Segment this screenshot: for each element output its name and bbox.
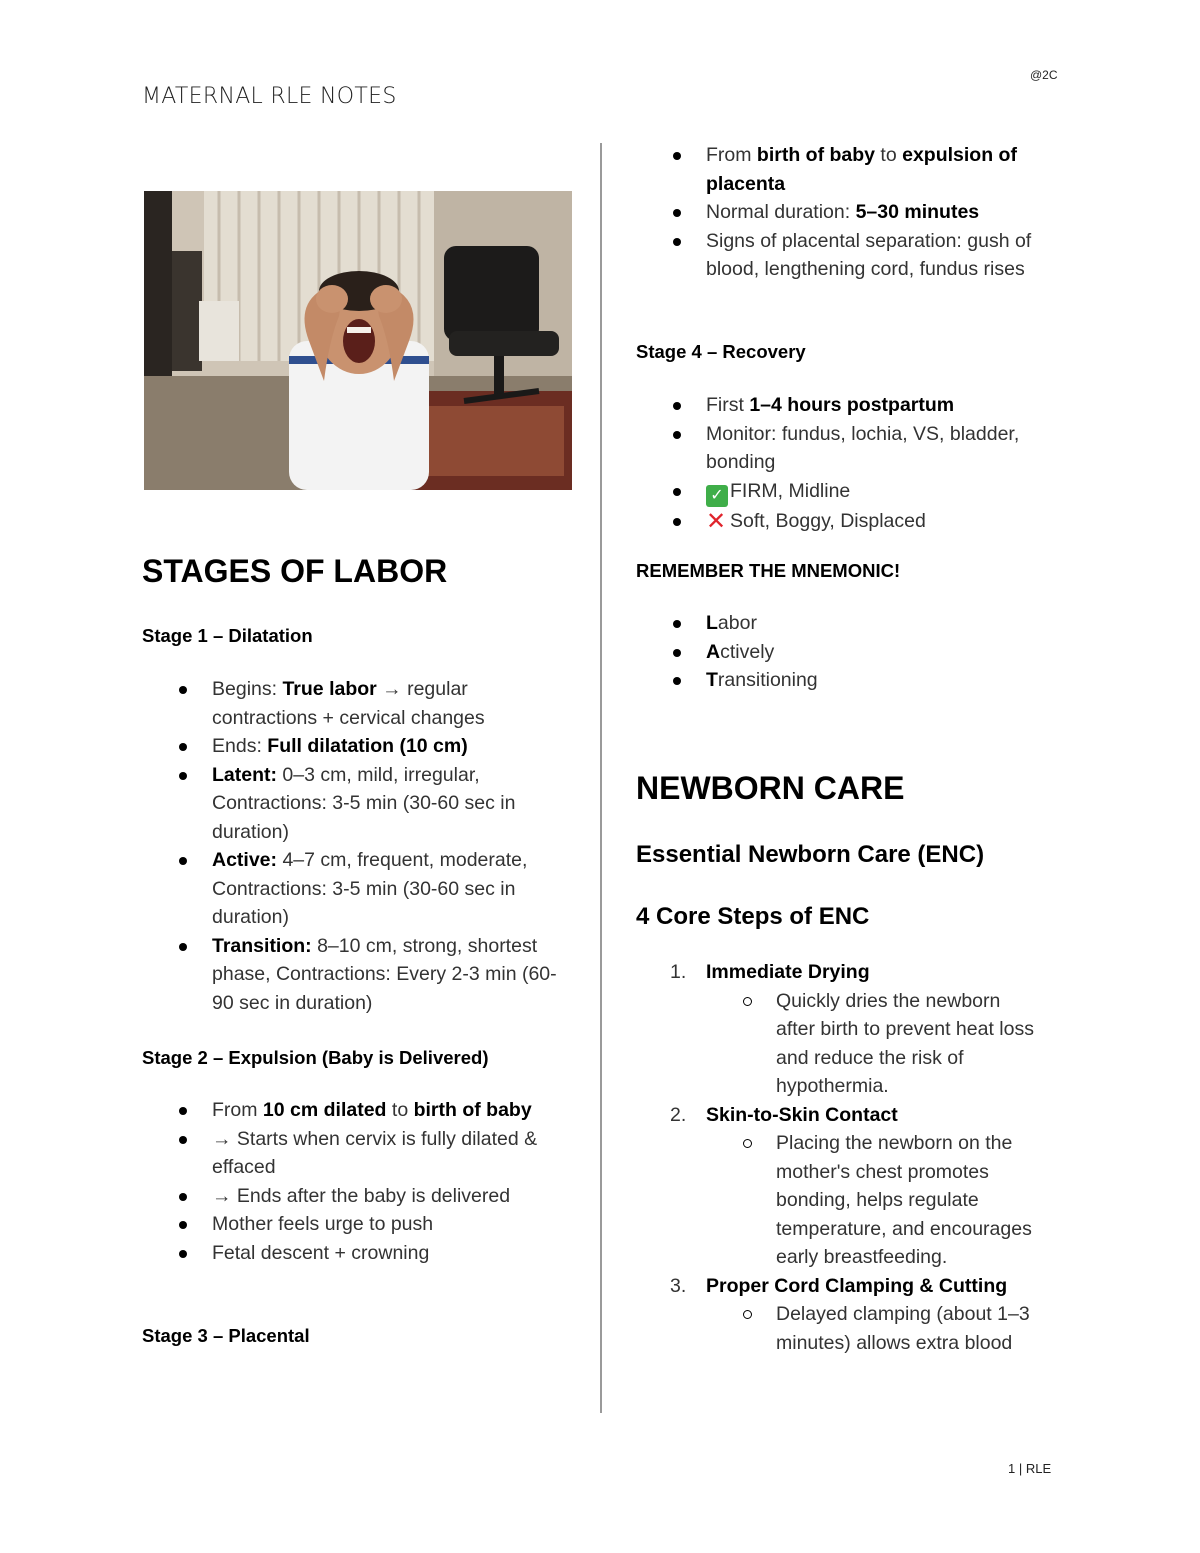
step-number: 2. [670,1103,687,1126]
list-item: Mother feels urge to push [142,1210,572,1239]
list-item: Labor [636,609,1066,638]
list-item: Monitor: fundus, lochia, VS, bladder, bonding [636,420,1066,477]
list-item [636,1101,1066,1272]
header-author-mark: @2C [1030,68,1058,82]
stage2-list [142,1096,572,1267]
list-item: Latent: 0–3 cm, mild, irregular, Contractions: 3-5 min (30-60 sec in duration) [142,761,572,847]
stage2-title: Stage 2 – Expulsion (Baby is Delivered) [142,1047,489,1068]
mnemonic-title: REMEMBER THE MNEMONIC! [636,560,901,581]
list-item: Actively [636,638,1066,667]
list-item: Quickly dries the newborn after birth to prevent heat loss and reduce the risk of hypothermia. [636,987,1036,1101]
list-item: → Ends after the baby is delivered [142,1182,572,1211]
list-item: Begins: True labor → regular contractions + cervical changes [142,675,572,732]
list-item: Placing the newborn on the mother's chest promotes bonding, helps regulate temperature, and encourages early breastfeeding. [636,1129,1036,1272]
stage3-list [636,141,1066,284]
column-divider [600,143,602,1413]
list-item: Transitioning [636,666,1066,695]
enc-steps-heading: 4 Core Steps of ENC [636,903,870,930]
list-item: First 1–4 hours postpartum [636,391,1066,420]
list-item: Signs of placental separation: gush of blood, lengthening cord, fundus rises [636,227,1066,284]
step-number: 1. [670,961,687,983]
stage3-title: Stage 3 – Placental [142,1325,310,1346]
photo-illustration [144,191,572,490]
step-title: Skin-to-Skin Contact [706,1103,898,1126]
list-item: From 10 cm dilated to birth of baby [142,1096,572,1125]
list-item: ✕ Soft, Boggy, Displaced [636,507,1066,536]
stage1-title: Stage 1 – Dilatation [142,625,313,646]
list-item: Active: 4–7 cm, frequent, moderate, Contractions: 3-5 min (30-60 sec in duration) [142,846,572,932]
list-item: Ends: Full dilatation (10 cm) [142,732,572,761]
stage4-title: Stage 4 – Recovery [636,341,806,362]
list-item [636,1272,1066,1358]
list-item: Transition: 8–10 cm, strong, shortest phase, Contractions: Every 2-3 min (60-90 sec in duration) [142,932,572,1018]
list-item: Normal duration: 5–30 minutes [636,198,1066,227]
mnemonic-list [636,609,1066,695]
newborn-care-heading: NEWBORN CARE [636,770,905,806]
enc-steps-list [636,958,1066,1357]
page-footer: 1 | RLE [1008,1461,1052,1476]
document-header-title: MATERNAL RLE NOTES [142,84,397,109]
step-title: Immediate Drying [706,961,870,983]
list-item: ✓ FIRM, Midline [636,477,1066,507]
list-item [636,958,1066,1101]
step-title: Proper Cord Clamping & Cutting [706,1274,1008,1297]
stages-of-labor-heading: STAGES OF LABOR [142,553,448,589]
step-number: 3. [670,1274,687,1297]
list-item: Fetal descent + crowning [142,1239,572,1268]
green-check-icon: ✓ [706,485,728,507]
enc-subheading: Essential Newborn Care (ENC) [636,841,985,868]
reaction-photo [144,191,572,490]
list-item: → Starts when cervix is fully dilated & effaced [142,1125,572,1182]
red-x-icon: ✕ [706,507,727,535]
stage4-list [636,391,1066,535]
stage1-list [142,675,572,1017]
list-item: From birth of baby to expulsion of placenta [636,141,1066,198]
list-item: Delayed clamping (about 1–3 minutes) allows extra blood [636,1300,1036,1357]
